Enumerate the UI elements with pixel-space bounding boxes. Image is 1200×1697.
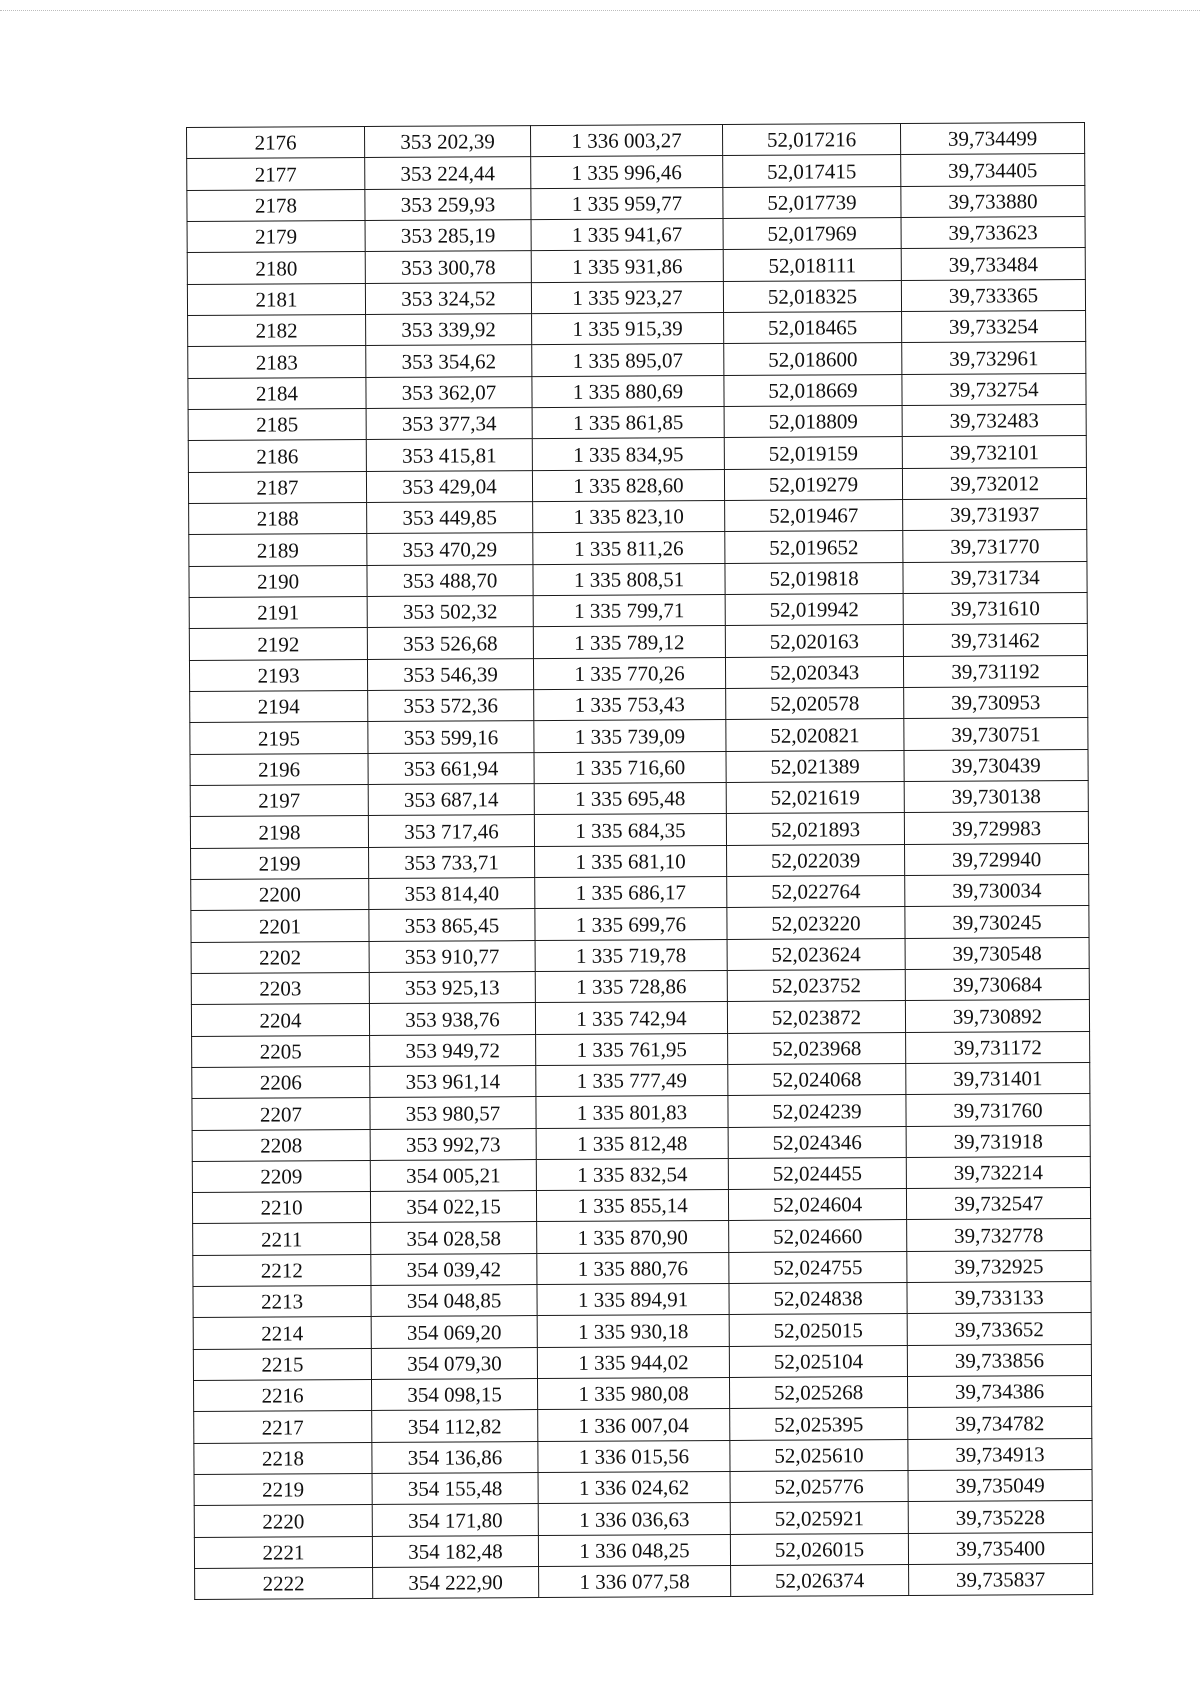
table-row (193, 1219, 1091, 1255)
y-coordinate-cell: 1 335 880,69 (532, 375, 724, 407)
latitude-cell: 52,019467 (725, 499, 903, 531)
table-row (195, 1564, 1093, 1600)
longitude-cell: 39,730245 (905, 906, 1089, 938)
y-coordinate-cell: 1 335 686,17 (535, 876, 727, 908)
latitude-cell: 52,020821 (726, 719, 904, 751)
point-number-cell: 2205 (192, 1035, 370, 1067)
y-coordinate-cell: 1 336 077,58 (539, 1566, 731, 1598)
x-coordinate-cell: 353 949,72 (370, 1034, 536, 1066)
longitude-cell: 39,735400 (908, 1532, 1092, 1564)
point-number-cell: 2218 (194, 1442, 372, 1474)
latitude-cell: 52,025015 (729, 1314, 907, 1346)
longitude-cell: 39,731770 (903, 530, 1087, 562)
longitude-cell: 39,734405 (901, 154, 1085, 186)
x-coordinate-cell: 353 354,62 (366, 345, 532, 377)
longitude-cell: 39,730751 (904, 718, 1088, 750)
table-row (188, 373, 1086, 409)
table-row (189, 624, 1087, 660)
latitude-cell: 52,018600 (724, 343, 902, 375)
latitude-cell: 52,020343 (725, 656, 903, 688)
y-coordinate-cell: 1 336 007,04 (538, 1409, 730, 1441)
table-row (189, 530, 1087, 566)
y-coordinate-cell: 1 335 855,14 (536, 1190, 728, 1222)
y-coordinate-cell: 1 335 895,07 (532, 344, 724, 376)
longitude-cell: 39,735837 (909, 1564, 1093, 1596)
x-coordinate-cell: 353 488,70 (367, 564, 533, 596)
y-coordinate-cell: 1 335 684,35 (534, 814, 726, 846)
latitude-cell: 52,025395 (730, 1408, 908, 1440)
longitude-cell: 39,732925 (907, 1250, 1091, 1282)
point-number-cell: 2184 (188, 377, 366, 409)
latitude-cell: 52,023220 (727, 907, 905, 939)
x-coordinate-cell: 354 222,90 (373, 1567, 539, 1599)
coordinates-table (186, 122, 1093, 1600)
point-number-cell: 2185 (188, 408, 366, 440)
table-row (194, 1438, 1092, 1474)
table-row (194, 1470, 1092, 1506)
table-row (194, 1501, 1092, 1537)
x-coordinate-cell: 353 814,40 (369, 877, 535, 909)
x-coordinate-cell: 353 717,46 (368, 815, 534, 847)
point-number-cell: 2181 (187, 283, 365, 315)
point-number-cell: 2193 (189, 659, 367, 691)
point-number-cell: 2219 (194, 1474, 372, 1506)
point-number-cell: 2183 (188, 346, 366, 378)
x-coordinate-cell: 354 155,48 (372, 1473, 538, 1505)
x-coordinate-cell: 353 733,71 (369, 846, 535, 878)
longitude-cell: 39,735228 (908, 1501, 1092, 1533)
table-row (192, 1156, 1090, 1192)
latitude-cell: 52,024755 (729, 1251, 907, 1283)
y-coordinate-cell: 1 335 739,09 (534, 720, 726, 752)
longitude-cell: 39,735049 (908, 1470, 1092, 1502)
x-coordinate-cell: 353 324,52 (365, 282, 531, 314)
scan-edge-rule (0, 10, 1200, 11)
longitude-cell: 39,732778 (907, 1219, 1091, 1251)
latitude-cell: 52,022764 (727, 875, 905, 907)
x-coordinate-cell: 353 925,13 (369, 971, 535, 1003)
longitude-cell: 39,730034 (905, 874, 1089, 906)
longitude-cell: 39,731760 (906, 1094, 1090, 1126)
y-coordinate-cell: 1 335 880,76 (537, 1252, 729, 1284)
latitude-cell: 52,024455 (728, 1157, 906, 1189)
longitude-cell: 39,730892 (905, 1000, 1089, 1032)
y-coordinate-cell: 1 335 801,83 (536, 1096, 728, 1128)
point-number-cell: 2210 (192, 1192, 370, 1224)
y-coordinate-cell: 1 335 930,18 (537, 1315, 729, 1347)
longitude-cell: 39,731401 (906, 1062, 1090, 1094)
x-coordinate-cell: 353 377,34 (366, 408, 532, 440)
longitude-cell: 39,730548 (905, 937, 1089, 969)
y-coordinate-cell: 1 335 777,49 (536, 1064, 728, 1096)
point-number-cell: 2215 (193, 1348, 371, 1380)
longitude-cell: 39,732961 (902, 342, 1086, 374)
x-coordinate-cell: 353 526,68 (367, 627, 533, 659)
longitude-cell: 39,730439 (904, 749, 1088, 781)
table-row (194, 1532, 1092, 1568)
longitude-cell: 39,731918 (906, 1125, 1090, 1157)
point-number-cell: 2203 (191, 972, 369, 1004)
x-coordinate-cell: 353 429,04 (366, 470, 532, 502)
point-number-cell: 2180 (187, 252, 365, 284)
latitude-cell: 52,023872 (727, 1001, 905, 1033)
table-row (194, 1407, 1092, 1443)
table-row (190, 812, 1088, 848)
point-number-cell: 2189 (189, 534, 367, 566)
table-row (188, 404, 1086, 440)
y-coordinate-cell: 1 335 719,78 (535, 939, 727, 971)
point-number-cell: 2192 (189, 628, 367, 660)
latitude-cell: 52,018325 (723, 280, 901, 312)
latitude-cell: 52,025268 (729, 1377, 907, 1409)
x-coordinate-cell: 353 865,45 (369, 909, 535, 941)
latitude-cell: 52,021893 (726, 813, 904, 845)
latitude-cell: 52,017415 (723, 155, 901, 187)
table-row (189, 655, 1087, 691)
latitude-cell: 52,020578 (726, 687, 904, 719)
point-number-cell: 2206 (192, 1066, 370, 1098)
latitude-cell: 52,024838 (729, 1283, 907, 1315)
x-coordinate-cell: 354 079,30 (371, 1347, 537, 1379)
table-row (192, 1062, 1090, 1098)
latitude-cell: 52,021389 (726, 750, 904, 782)
y-coordinate-cell: 1 335 695,48 (534, 782, 726, 814)
y-coordinate-cell: 1 335 753,43 (534, 688, 726, 720)
longitude-cell: 39,734386 (907, 1376, 1091, 1408)
table-row (191, 1000, 1089, 1036)
longitude-cell: 39,733365 (901, 279, 1085, 311)
x-coordinate-cell: 353 502,32 (367, 595, 533, 627)
longitude-cell: 39,732754 (902, 373, 1086, 405)
point-number-cell: 2209 (192, 1160, 370, 1192)
x-coordinate-cell: 353 415,81 (366, 439, 532, 471)
longitude-cell: 39,733652 (907, 1313, 1091, 1345)
point-number-cell: 2179 (187, 220, 365, 252)
table-row (190, 749, 1088, 785)
y-coordinate-cell: 1 335 832,54 (536, 1158, 728, 1190)
point-number-cell: 2208 (192, 1129, 370, 1161)
x-coordinate-cell: 353 572,36 (368, 689, 534, 721)
y-coordinate-cell: 1 335 834,95 (532, 438, 724, 470)
table-row (188, 310, 1086, 346)
y-coordinate-cell: 1 336 036,63 (538, 1503, 730, 1535)
point-number-cell: 2211 (193, 1223, 371, 1255)
table-row (191, 937, 1089, 973)
table-row (187, 279, 1085, 315)
y-coordinate-cell: 1 335 728,86 (535, 970, 727, 1002)
y-coordinate-cell: 1 335 944,02 (537, 1346, 729, 1378)
latitude-cell: 52,019652 (725, 531, 903, 563)
y-coordinate-cell: 1 335 941,67 (531, 218, 723, 250)
latitude-cell: 52,017216 (722, 124, 900, 156)
longitude-cell: 39,732483 (902, 404, 1086, 436)
table-row (193, 1344, 1091, 1380)
y-coordinate-cell: 1 335 812,48 (536, 1127, 728, 1159)
point-number-cell: 2199 (191, 847, 369, 879)
table-row (192, 1094, 1090, 1130)
table-row (193, 1282, 1091, 1318)
point-number-cell: 2177 (187, 158, 365, 190)
longitude-cell: 39,732214 (906, 1156, 1090, 1188)
x-coordinate-cell: 353 449,85 (367, 502, 533, 534)
x-coordinate-cell: 354 098,15 (371, 1379, 537, 1411)
x-coordinate-cell: 353 259,93 (365, 188, 531, 220)
longitude-cell: 39,733254 (902, 310, 1086, 342)
longitude-cell: 39,733484 (901, 248, 1085, 280)
point-number-cell: 2191 (189, 596, 367, 628)
longitude-cell: 39,731192 (903, 655, 1087, 687)
x-coordinate-cell: 354 136,86 (372, 1441, 538, 1473)
point-number-cell: 2201 (191, 910, 369, 942)
y-coordinate-cell: 1 335 770,26 (533, 657, 725, 689)
table-row (191, 874, 1089, 910)
latitude-cell: 52,026374 (731, 1565, 909, 1597)
point-number-cell: 2204 (191, 1004, 369, 1036)
coordinates-table-body (187, 122, 1093, 1599)
y-coordinate-cell: 1 335 823,10 (533, 500, 725, 532)
x-coordinate-cell: 353 285,19 (365, 220, 531, 252)
latitude-cell: 52,023968 (728, 1032, 906, 1064)
table-row (194, 1376, 1092, 1412)
x-coordinate-cell: 353 362,07 (366, 376, 532, 408)
x-coordinate-cell: 353 687,14 (368, 783, 534, 815)
point-number-cell: 2213 (193, 1286, 371, 1318)
point-number-cell: 2176 (187, 127, 365, 159)
y-coordinate-cell: 1 335 931,86 (531, 250, 723, 282)
x-coordinate-cell: 353 992,73 (370, 1128, 536, 1160)
table-row (192, 1188, 1090, 1224)
table-row (187, 216, 1085, 252)
point-number-cell: 2188 (189, 502, 367, 534)
table-row (188, 342, 1086, 378)
longitude-cell: 39,733133 (907, 1282, 1091, 1314)
y-coordinate-cell: 1 335 808,51 (533, 563, 725, 595)
table-row (188, 436, 1086, 472)
longitude-cell: 39,733856 (907, 1344, 1091, 1376)
y-coordinate-cell: 1 335 861,85 (532, 406, 724, 438)
table-row (189, 498, 1087, 534)
x-coordinate-cell: 354 171,80 (372, 1504, 538, 1536)
x-coordinate-cell: 353 300,78 (365, 251, 531, 283)
y-coordinate-cell: 1 335 716,60 (534, 751, 726, 783)
point-number-cell: 2217 (194, 1411, 372, 1443)
latitude-cell: 52,026015 (730, 1533, 908, 1565)
point-number-cell: 2198 (190, 816, 368, 848)
point-number-cell: 2207 (192, 1098, 370, 1130)
point-number-cell: 2197 (190, 784, 368, 816)
latitude-cell: 52,019279 (724, 468, 902, 500)
y-coordinate-cell: 1 335 980,08 (537, 1378, 729, 1410)
x-coordinate-cell: 354 112,82 (372, 1410, 538, 1442)
latitude-cell: 52,024604 (728, 1189, 906, 1221)
latitude-cell: 52,024239 (728, 1095, 906, 1127)
point-number-cell: 2182 (188, 314, 366, 346)
longitude-cell: 39,731172 (906, 1031, 1090, 1063)
point-number-cell: 2190 (189, 565, 367, 597)
longitude-cell: 39,731734 (903, 561, 1087, 593)
table-row (190, 686, 1088, 722)
longitude-cell: 39,733623 (901, 216, 1085, 248)
point-number-cell: 2220 (194, 1505, 372, 1537)
latitude-cell: 52,017739 (723, 186, 901, 218)
table-row (190, 780, 1088, 816)
y-coordinate-cell: 1 335 959,77 (531, 187, 723, 219)
x-coordinate-cell: 353 661,94 (368, 752, 534, 784)
table-row (188, 467, 1086, 503)
table-row (190, 718, 1088, 754)
point-number-cell: 2196 (190, 753, 368, 785)
latitude-cell: 52,021619 (726, 781, 904, 813)
point-number-cell: 2221 (194, 1536, 372, 1568)
x-coordinate-cell: 354 039,42 (371, 1253, 537, 1285)
x-coordinate-cell: 354 005,21 (370, 1159, 536, 1191)
table-row (191, 968, 1089, 1004)
table-row (187, 185, 1085, 221)
y-coordinate-cell: 1 335 811,26 (533, 532, 725, 564)
x-coordinate-cell: 354 048,85 (371, 1285, 537, 1317)
longitude-cell: 39,732012 (902, 467, 1086, 499)
x-coordinate-cell: 353 938,76 (369, 1003, 535, 1035)
y-coordinate-cell: 1 335 799,71 (533, 594, 725, 626)
latitude-cell: 52,018111 (723, 249, 901, 281)
point-number-cell: 2195 (190, 722, 368, 754)
x-coordinate-cell: 354 022,15 (370, 1191, 536, 1223)
longitude-cell: 39,734913 (908, 1438, 1092, 1470)
longitude-cell: 39,734782 (908, 1407, 1092, 1439)
point-number-cell: 2202 (191, 941, 369, 973)
longitude-cell: 39,732101 (902, 436, 1086, 468)
y-coordinate-cell: 1 335 761,95 (536, 1033, 728, 1065)
table-row (187, 154, 1085, 190)
latitude-cell: 52,020163 (725, 625, 903, 657)
longitude-cell: 39,730138 (904, 780, 1088, 812)
point-number-cell: 2214 (193, 1317, 371, 1349)
table-row (193, 1313, 1091, 1349)
x-coordinate-cell: 353 202,39 (365, 126, 531, 158)
table-row (187, 248, 1085, 284)
longitude-cell: 39,731610 (903, 592, 1087, 624)
longitude-cell: 39,729983 (904, 812, 1088, 844)
y-coordinate-cell: 1 335 681,10 (535, 845, 727, 877)
latitude-cell: 52,025776 (730, 1471, 908, 1503)
table-row (191, 906, 1089, 942)
point-number-cell: 2186 (188, 440, 366, 472)
longitude-cell: 39,731937 (903, 498, 1087, 530)
x-coordinate-cell: 353 339,92 (366, 314, 532, 346)
latitude-cell: 52,019818 (725, 562, 903, 594)
y-coordinate-cell: 1 335 789,12 (533, 626, 725, 658)
latitude-cell: 52,022039 (727, 844, 905, 876)
x-coordinate-cell: 353 961,14 (370, 1065, 536, 1097)
latitude-cell: 52,023624 (727, 938, 905, 970)
point-number-cell: 2222 (195, 1568, 373, 1600)
y-coordinate-cell: 1 336 015,56 (538, 1440, 730, 1472)
point-number-cell: 2187 (188, 471, 366, 503)
y-coordinate-cell: 1 335 828,60 (532, 469, 724, 501)
x-coordinate-cell: 353 470,29 (367, 533, 533, 565)
x-coordinate-cell: 353 980,57 (370, 1097, 536, 1129)
y-coordinate-cell: 1 335 923,27 (531, 281, 723, 313)
y-coordinate-cell: 1 335 894,91 (537, 1284, 729, 1316)
longitude-cell: 39,730953 (904, 686, 1088, 718)
table-row (193, 1250, 1091, 1286)
y-coordinate-cell: 1 335 699,76 (535, 908, 727, 940)
y-coordinate-cell: 1 335 996,46 (531, 156, 723, 188)
latitude-cell: 52,018809 (724, 405, 902, 437)
x-coordinate-cell: 353 224,44 (365, 157, 531, 189)
longitude-cell: 39,733880 (901, 185, 1085, 217)
table-row (192, 1125, 1090, 1161)
y-coordinate-cell: 1 336 003,27 (530, 125, 722, 157)
x-coordinate-cell: 353 546,39 (367, 658, 533, 690)
latitude-cell: 52,025610 (730, 1439, 908, 1471)
latitude-cell: 52,018465 (724, 311, 902, 343)
latitude-cell: 52,019159 (724, 437, 902, 469)
longitude-cell: 39,729940 (905, 843, 1089, 875)
y-coordinate-cell: 1 335 742,94 (535, 1002, 727, 1034)
latitude-cell: 52,025104 (729, 1345, 907, 1377)
x-coordinate-cell: 354 028,58 (371, 1222, 537, 1254)
x-coordinate-cell: 354 182,48 (372, 1535, 538, 1567)
point-number-cell: 2212 (193, 1254, 371, 1286)
latitude-cell: 52,023752 (727, 969, 905, 1001)
latitude-cell: 52,019942 (725, 593, 903, 625)
latitude-cell: 52,018669 (724, 374, 902, 406)
longitude-cell: 39,730684 (905, 968, 1089, 1000)
latitude-cell: 52,024660 (729, 1220, 907, 1252)
y-coordinate-cell: 1 336 048,25 (538, 1534, 730, 1566)
longitude-cell: 39,731462 (903, 624, 1087, 656)
longitude-cell: 39,732547 (906, 1188, 1090, 1220)
y-coordinate-cell: 1 335 870,90 (537, 1221, 729, 1253)
x-coordinate-cell: 353 599,16 (368, 721, 534, 753)
latitude-cell: 52,024346 (728, 1126, 906, 1158)
latitude-cell: 52,024068 (728, 1063, 906, 1095)
longitude-cell: 39,734499 (900, 122, 1084, 154)
x-coordinate-cell: 353 910,77 (369, 940, 535, 972)
point-number-cell: 2194 (190, 690, 368, 722)
latitude-cell: 52,025921 (730, 1502, 908, 1534)
table-row (189, 561, 1087, 597)
table-row (192, 1031, 1090, 1067)
y-coordinate-cell: 1 336 024,62 (538, 1472, 730, 1504)
point-number-cell: 2200 (191, 878, 369, 910)
point-number-cell: 2216 (194, 1380, 372, 1412)
latitude-cell: 52,017969 (723, 217, 901, 249)
table-row (191, 843, 1089, 879)
y-coordinate-cell: 1 335 915,39 (532, 312, 724, 344)
table-row (189, 592, 1087, 628)
table-row (187, 122, 1085, 158)
x-coordinate-cell: 354 069,20 (371, 1316, 537, 1348)
point-number-cell: 2178 (187, 189, 365, 221)
